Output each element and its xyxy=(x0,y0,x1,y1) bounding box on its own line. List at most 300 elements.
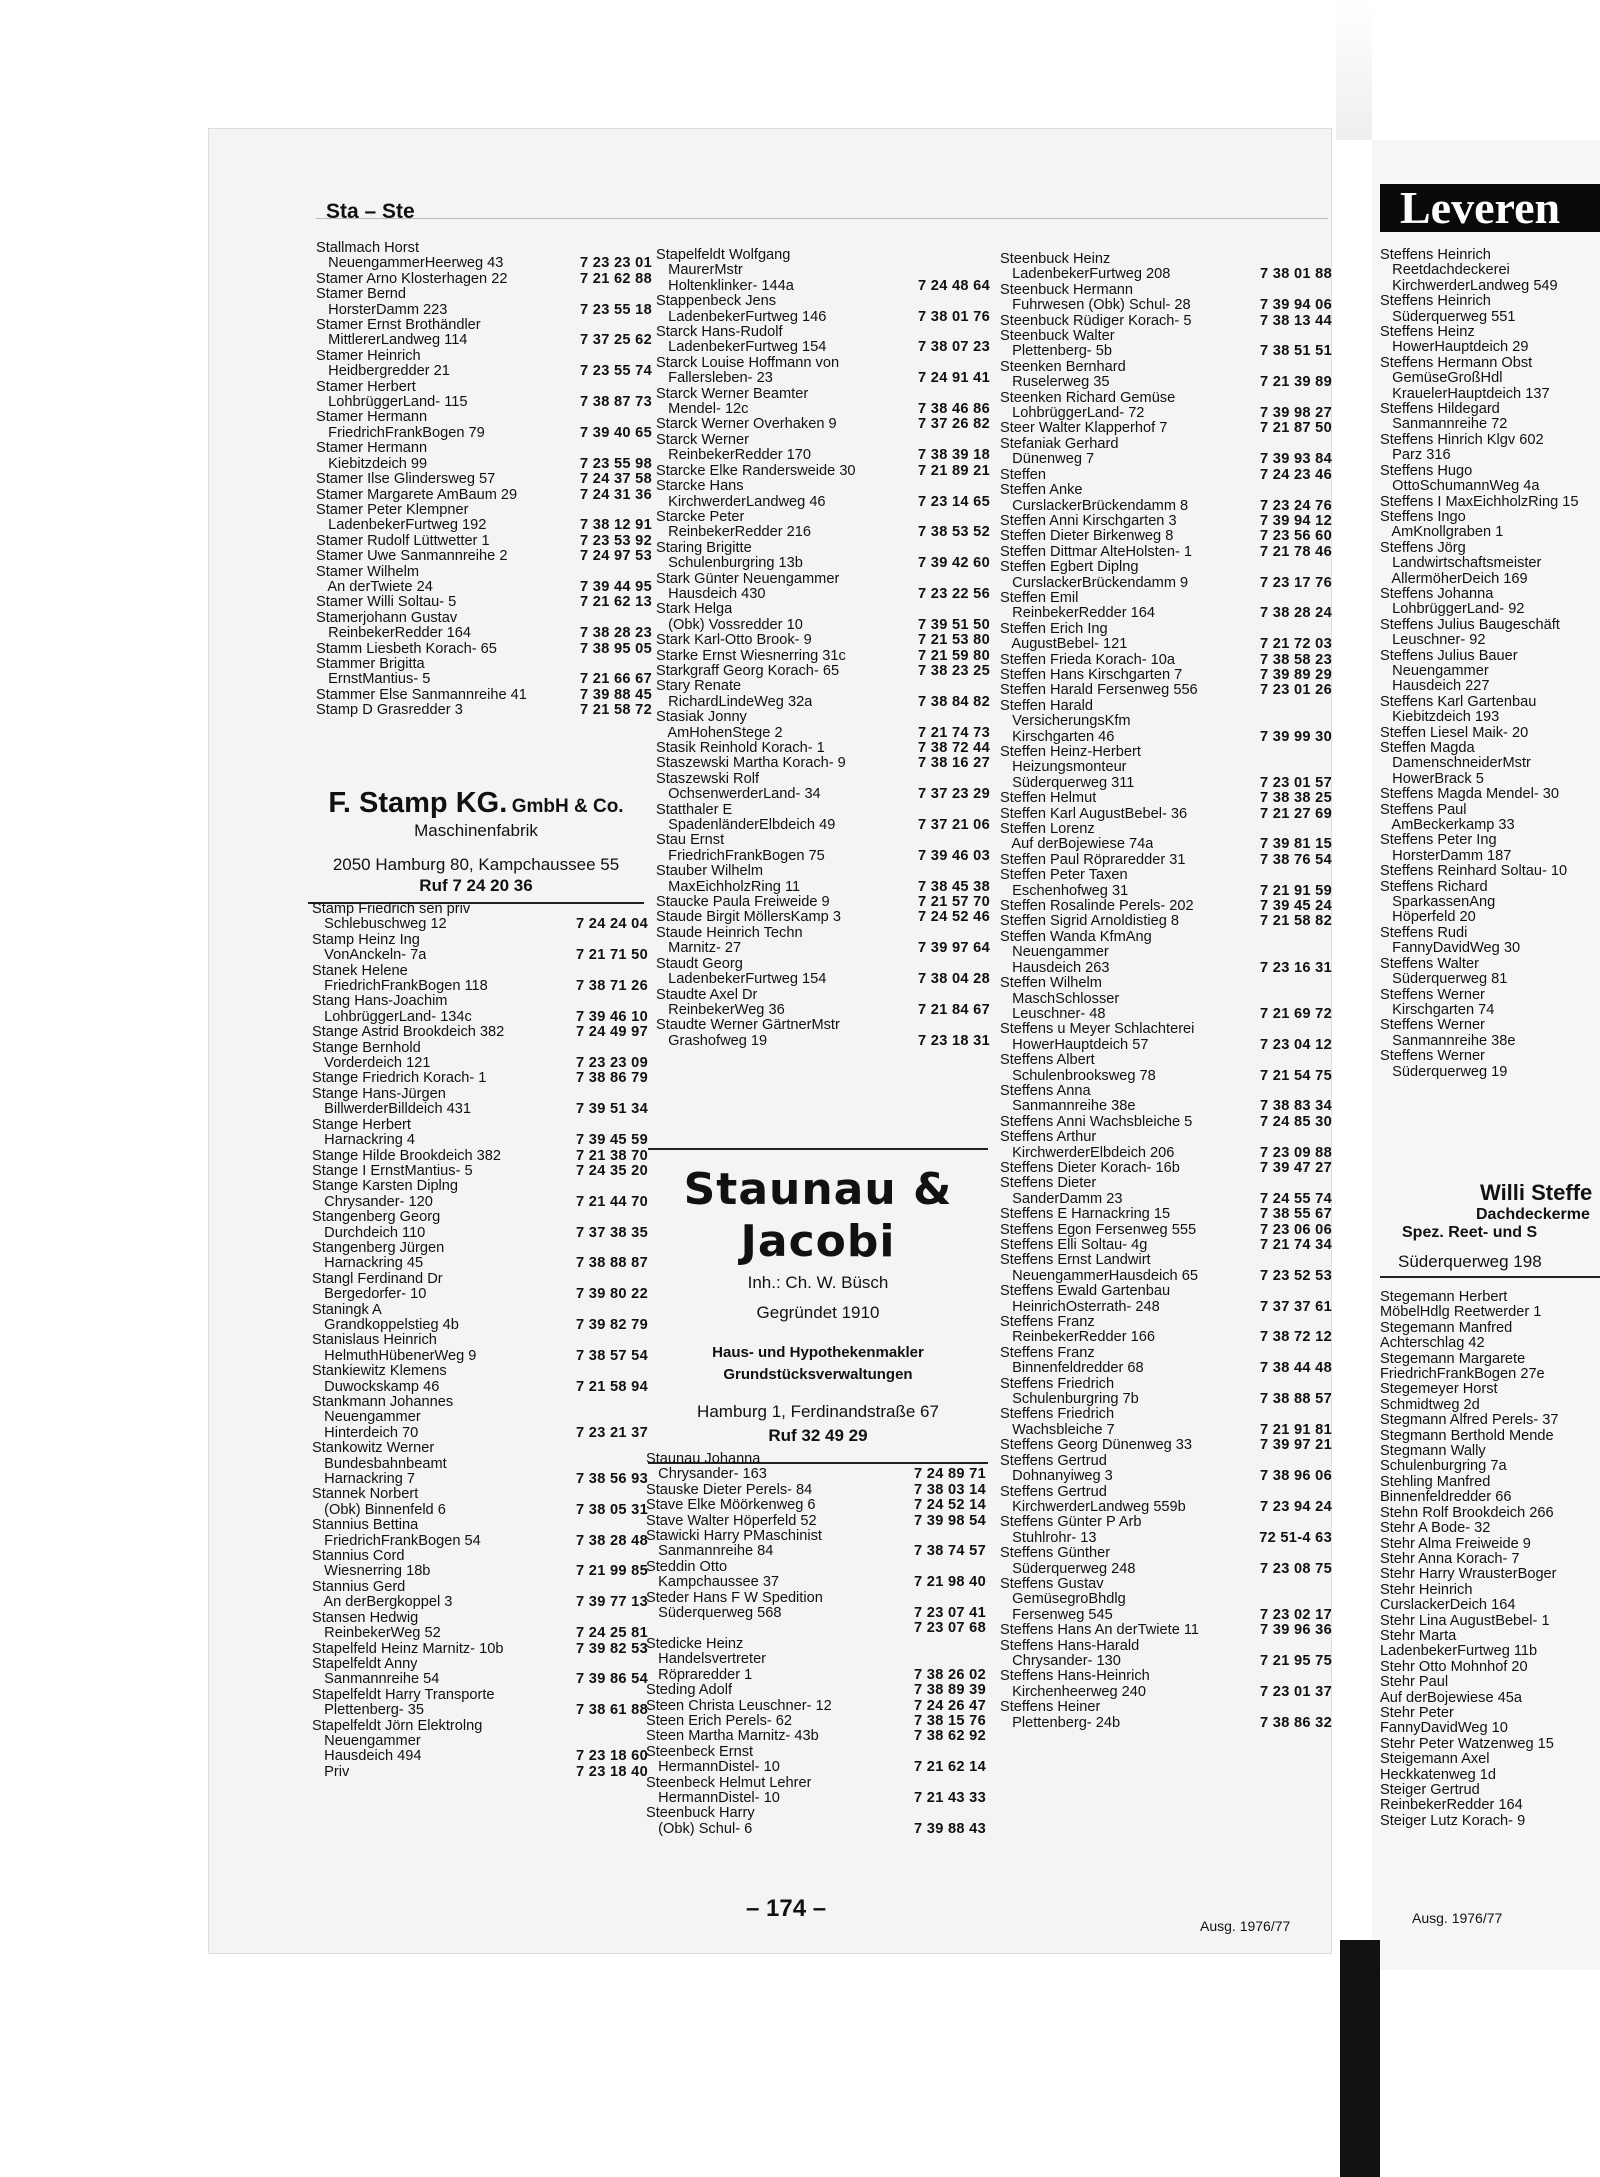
directory-entry: Steffens I MaxEichholzRing 15 xyxy=(1380,493,1579,510)
entry-name: Stamer Heinrich xyxy=(316,348,421,364)
directory-entry xyxy=(656,587,990,602)
entry-phone: 7 38 72 12 xyxy=(1260,1329,1332,1346)
directory-entry xyxy=(1000,699,1332,714)
directory-entry xyxy=(312,1056,648,1071)
directory-entry xyxy=(312,1426,648,1441)
directory-entry: DamenschneiderMstr xyxy=(1380,755,1531,772)
entry-phone: 7 23 07 68 xyxy=(914,1620,986,1637)
directory-entry xyxy=(316,595,652,610)
directory-entry: Steffen Magda xyxy=(1380,740,1475,756)
entry-phone: 7 23 04 12 xyxy=(1260,1036,1332,1053)
entry-name: GemüsegroBhdlg xyxy=(1000,1592,1126,1608)
entry-phone: 7 21 54 75 xyxy=(1260,1067,1332,1084)
directory-entry: Stehr Anna Korach- 7 xyxy=(1380,1550,1520,1567)
directory-entry xyxy=(656,433,990,448)
entry-phone: 7 39 81 15 xyxy=(1260,836,1332,853)
entry-phone: 7 39 98 54 xyxy=(914,1512,986,1529)
directory-entry xyxy=(656,633,990,648)
directory-entry xyxy=(312,1241,648,1256)
directory-entry: Heckkatenweg 1d xyxy=(1380,1766,1497,1783)
directory-entry: Steffens Karl Gartenbau xyxy=(1380,693,1537,710)
directory-entry: Steffens Richard xyxy=(1380,878,1488,895)
stamp-ad-form: GmbH & Co. xyxy=(511,796,624,817)
directory-entry xyxy=(656,895,990,910)
binding-strap xyxy=(1340,1940,1380,2177)
entry-phone: 7 24 31 36 xyxy=(580,486,652,503)
entry-name: Steenbeck Helmut Lehrer xyxy=(646,1775,812,1791)
directory-entry xyxy=(1000,745,1332,760)
entry-name: Sanmannreihe 54 xyxy=(312,1672,440,1688)
entry-name: MittlererLandweg 114 xyxy=(316,333,468,349)
directory-entry xyxy=(316,534,652,549)
entry-phone: 7 21 69 72 xyxy=(1260,1005,1332,1022)
entry-phone: 7 21 74 34 xyxy=(1260,1237,1332,1253)
entry-name: ReinbekerWeg 52 xyxy=(312,1626,441,1642)
entry-name: KirchwerderLandweg 46 xyxy=(656,494,826,510)
directory-entry: Stehr A Bode- 32 xyxy=(1380,1520,1491,1537)
directory-entry: SparkassenAng xyxy=(1380,894,1496,911)
stamp-ad-kind: Maschinenfabrik xyxy=(414,821,538,840)
entry-name: Steffen Helmut xyxy=(1000,791,1097,807)
entry-name: Steffen Paul Röpraredder 31 xyxy=(1000,852,1186,868)
directory-entry xyxy=(656,525,990,540)
entry-name: Steffens Friedrich xyxy=(1000,1376,1115,1392)
entry-name: Stamer Wilhelm xyxy=(316,564,419,580)
directory-entry: Steffens Heinrich xyxy=(1380,248,1491,263)
entry-name: VersicherungsKfm xyxy=(1000,714,1131,730)
directory-entry xyxy=(1000,406,1332,421)
entry-phone: 7 38 13 44 xyxy=(1260,312,1332,329)
directory-entry: Stegemann Manfred xyxy=(1380,1319,1513,1336)
entry-name: Fuhrwesen (Obk) Schul- 28 xyxy=(1000,298,1191,314)
entry-name: Steffens Elli Soltau- 4g xyxy=(1000,1238,1148,1253)
directory-entry: Stehr Peter Watzenweg 15 xyxy=(1380,1735,1554,1752)
next-page-edition-label: Ausg. 1976/77 xyxy=(1412,1910,1503,1926)
directory-entry xyxy=(1000,267,1332,282)
next-page-banner: Leveren xyxy=(1380,184,1600,232)
directory-entry: Stegmann Wally xyxy=(1380,1443,1486,1460)
directory-entry xyxy=(316,241,652,256)
entry-name: ReinbekerRedder 216 xyxy=(656,525,811,541)
entry-phone: 7 23 18 31 xyxy=(918,1032,990,1049)
stamp-ad-phone: Ruf 7 24 20 36 xyxy=(419,876,533,895)
directory-entry xyxy=(1000,961,1332,976)
directory-entry xyxy=(646,1467,986,1482)
entry-phone: 7 24 91 41 xyxy=(918,370,990,387)
directory-entry xyxy=(646,1652,986,1667)
directory-entry xyxy=(646,1529,986,1544)
entry-name: Dünenweg 7 xyxy=(1000,452,1095,468)
entry-phone: 7 24 55 74 xyxy=(1260,1190,1332,1207)
entry-name: Steffens Dieter Korach- 16b xyxy=(1000,1160,1180,1176)
entry-name: Stallmach Horst xyxy=(316,241,419,256)
directory-entry xyxy=(656,387,990,402)
directory-entry xyxy=(656,649,990,664)
directory-entry xyxy=(312,1719,648,1734)
directory-entry xyxy=(1000,914,1332,929)
entry-name: Steffen Erich Ing xyxy=(1000,621,1108,637)
entry-name: Stamm Liesbeth Korach- 65 xyxy=(316,641,497,657)
entry-name: Stark Karl-Otto Brook- 9 xyxy=(656,633,812,649)
entry-name: Stamer Bernd xyxy=(316,287,407,303)
directory-entry xyxy=(1000,837,1332,852)
directory-entry xyxy=(1000,1423,1332,1438)
directory-entry xyxy=(312,1149,648,1164)
entry-phone: 7 24 37 58 xyxy=(580,471,652,488)
entry-name: Stary Renate xyxy=(656,679,742,695)
page-number: – 174 – xyxy=(746,1895,827,1922)
directory-entry xyxy=(1000,437,1332,452)
entry-name: Handelsvertreter xyxy=(646,1652,767,1668)
directory-entry xyxy=(312,1071,648,1086)
ws-ad-line2: Spez. Reet- und S xyxy=(1402,1224,1538,1241)
entry-phone: 7 24 89 71 xyxy=(914,1466,986,1483)
entry-name: Stannius Cord xyxy=(312,1549,405,1565)
entry-name: Staude Heinrich Techn xyxy=(656,925,803,941)
directory-entry xyxy=(312,1133,648,1148)
directory-entry xyxy=(1000,1192,1332,1207)
entry-name: Duwockskamp 46 xyxy=(312,1379,440,1395)
directory-entry xyxy=(312,1734,648,1749)
entry-name: Steffens Hans-Heinrich xyxy=(1000,1669,1150,1685)
column-2-continued xyxy=(646,1452,986,1837)
entry-phone: 7 23 02 17 xyxy=(1260,1606,1332,1623)
entry-name: Steffens u Meyer Schlachterei xyxy=(1000,1022,1195,1038)
book-spine-edge xyxy=(1336,0,1372,140)
directory-entry xyxy=(312,1503,648,1518)
entry-phone: 7 21 84 67 xyxy=(918,1001,990,1018)
entry-phone: 7 23 52 53 xyxy=(1260,1267,1332,1284)
directory-entry xyxy=(312,1534,648,1549)
directory-entry xyxy=(1000,375,1332,390)
entry-name: Steffen Karl AugustBebel- 36 xyxy=(1000,806,1188,822)
entry-name: Stannius Gerd xyxy=(312,1579,406,1595)
directory-entry xyxy=(1000,499,1332,514)
entry-name: Steffen Egbert Diplng xyxy=(1000,560,1139,576)
directory-entry xyxy=(1000,1500,1332,1515)
directory-entry xyxy=(312,917,648,932)
column-1 xyxy=(316,241,652,719)
directory-entry xyxy=(656,726,990,741)
stamp-ad-name: F. Stamp KG. xyxy=(328,787,508,819)
entry-name: Röpraredder 1 xyxy=(646,1667,753,1683)
entry-name: Stankowitz Werner xyxy=(312,1441,435,1457)
entry-name: Neuengammer xyxy=(312,1733,421,1749)
entry-name: Steffens Egon Fersenweg 555 xyxy=(1000,1222,1197,1238)
directory-entry: Höperfeld 20 xyxy=(1380,909,1476,926)
entry-phone: 7 24 49 97 xyxy=(576,1024,648,1041)
entry-name: Stasik Reinhold Korach- 1 xyxy=(656,741,825,756)
entry-name: Stamp D Grasredder 3 xyxy=(316,703,463,719)
directory-entry xyxy=(1000,529,1332,544)
entry-name: ReinbekerRedder 164 xyxy=(1000,606,1155,622)
directory-entry: Stegemann Margarete xyxy=(1380,1350,1526,1367)
directory-entry xyxy=(656,833,990,848)
directory-entry xyxy=(312,1195,648,1210)
entry-name: Stasiak Jonny xyxy=(656,710,747,726)
entry-name: Steffens Günther xyxy=(1000,1546,1111,1562)
directory-entry xyxy=(646,1683,986,1698)
entry-name: AugustBebel- 121 xyxy=(1000,637,1128,653)
entry-phone: 7 37 25 62 xyxy=(580,332,652,349)
entry-name: Stange Karsten Diplng xyxy=(312,1179,459,1195)
directory-entry xyxy=(312,1333,648,1348)
directory-entry: HowerBrack 5 xyxy=(1380,770,1484,787)
entry-name: HermannDistel- 10 xyxy=(646,1790,780,1806)
entry-phone: 7 39 42 60 xyxy=(918,555,990,572)
directory-entry xyxy=(656,1003,990,1018)
directory-entry xyxy=(312,948,648,963)
directory-entry xyxy=(1000,791,1332,806)
directory-entry: Steffens Heinz xyxy=(1380,324,1475,341)
directory-entry xyxy=(316,318,652,333)
entry-name: Steffens Franz xyxy=(1000,1345,1095,1361)
entry-name: FriedrichFrankBogen 118 xyxy=(312,979,488,995)
entry-name: VonAnckeln- 7a xyxy=(312,948,427,964)
entry-phone: 7 21 58 72 xyxy=(580,702,652,719)
directory-entry xyxy=(316,657,652,672)
directory-entry xyxy=(316,272,652,287)
directory-entry: Süderquerweg 551 xyxy=(1380,308,1516,325)
directory-entry: OttoSchumannWeg 4a xyxy=(1380,478,1540,495)
entry-name: Plettenberg- 24b xyxy=(1000,1715,1121,1731)
entry-name: Hausdeich 494 xyxy=(312,1749,422,1765)
directory-entry: Stegemann Herbert xyxy=(1380,1290,1508,1305)
directory-entry: Süderquerweg 19 xyxy=(1380,1063,1508,1080)
directory-entry xyxy=(646,1544,986,1559)
entry-phone: 7 21 87 50 xyxy=(1260,420,1332,437)
entry-phone: 7 39 96 36 xyxy=(1260,1622,1332,1639)
directory-entry xyxy=(312,1102,648,1117)
entry-phone: 7 39 45 24 xyxy=(1260,898,1332,915)
entry-phone: 7 21 62 88 xyxy=(580,270,652,287)
entry-phone: 7 21 99 85 xyxy=(576,1563,648,1580)
directory-entry xyxy=(1000,360,1332,375)
entry-phone: 7 38 61 88 xyxy=(576,1702,648,1719)
directory-entry xyxy=(312,964,648,979)
entry-name: KirchwerderLandweg 559b xyxy=(1000,1499,1186,1515)
entry-phone: 7 23 23 01 xyxy=(580,255,652,272)
directory-entry xyxy=(646,1668,986,1683)
entry-name: Sanmannreihe 38e xyxy=(1000,1099,1136,1115)
entry-name: Auf derBojewiese 74a xyxy=(1000,837,1154,853)
directory-entry xyxy=(312,994,648,1009)
entry-name: Stauber Wilhelm xyxy=(656,864,764,880)
directory-entry xyxy=(656,988,990,1003)
entry-phone: 7 21 66 67 xyxy=(580,671,652,688)
entry-name: Stannius Bettina xyxy=(312,1518,419,1534)
ws-ad-name: Willi Steffe xyxy=(1480,1180,1593,1205)
directory-entry xyxy=(312,1287,648,1302)
directory-entry: Stehr Alma Freiweide 9 xyxy=(1380,1535,1531,1552)
entry-name: Stau Ernst xyxy=(656,833,725,849)
directory-entry: GemüseGroßHdl xyxy=(1380,370,1503,387)
ws-ad-line1: Dachdeckerme xyxy=(1476,1206,1590,1223)
directory-entry xyxy=(1000,391,1332,406)
directory-entry: Steffens Hinrich Klgv 602 xyxy=(1380,431,1544,448)
directory-entry xyxy=(1000,776,1332,791)
entry-phone: 7 23 55 18 xyxy=(580,301,652,318)
entry-name: Steffens Hans-Harald xyxy=(1000,1638,1140,1654)
directory-entry: HowerHauptdeich 29 xyxy=(1380,339,1529,356)
directory-entry xyxy=(646,1514,986,1529)
directory-entry xyxy=(646,1699,986,1714)
directory-entry xyxy=(656,510,990,525)
directory-entry xyxy=(316,457,652,472)
directory-entry xyxy=(312,1642,648,1657)
directory-entry: Steffens Julius Baugeschäft xyxy=(1380,616,1560,633)
directory-entry xyxy=(646,1714,986,1729)
stamp-kg-advertisement xyxy=(308,786,644,904)
directory-entry: Steffen Liesel Maik- 20 xyxy=(1380,724,1529,741)
entry-name: Stankmann Johannes xyxy=(312,1395,454,1410)
directory-entry: KrauelerHauptdeich 137 xyxy=(1380,385,1550,402)
directory-entry xyxy=(316,642,652,657)
entry-name: Stave Walter Höperfeld 52 xyxy=(646,1513,817,1529)
directory-entry xyxy=(656,864,990,879)
entry-name: LohbrüggerLand- 72 xyxy=(1000,406,1145,422)
directory-entry xyxy=(1000,1438,1332,1453)
entry-name: Steffen Emil xyxy=(1000,590,1079,606)
entry-phone: 7 39 93 84 xyxy=(1260,451,1332,468)
directory-entry: Parz 316 xyxy=(1380,447,1451,464)
directory-entry xyxy=(646,1806,986,1821)
directory-entry xyxy=(1000,1346,1332,1361)
directory-entry xyxy=(1000,1130,1332,1145)
entry-name: Stamer Willi Soltau- 5 xyxy=(316,595,457,611)
directory-entry xyxy=(656,849,990,864)
directory-entry: Steffens Magda Mendel- 30 xyxy=(1380,786,1560,803)
entry-name: Stange Hilde Brookdeich 382 xyxy=(312,1148,502,1164)
directory-entry xyxy=(656,279,990,294)
entry-name: Steffen Wilhelm xyxy=(1000,976,1102,992)
entry-name: (Obk) Vossredder 10 xyxy=(656,617,803,633)
entry-phone: 7 38 88 87 xyxy=(576,1255,648,1272)
directory-entry: AllermöherDeich 169 xyxy=(1380,570,1528,587)
entry-name: Wiesnerring 18b xyxy=(312,1564,431,1580)
directory-entry xyxy=(646,1745,986,1760)
entry-name: Stansen Hedwig xyxy=(312,1610,419,1626)
entry-name: Stannek Norbert xyxy=(312,1487,419,1503)
directory-entry xyxy=(316,410,652,425)
entry-phone: 7 23 21 37 xyxy=(576,1424,648,1441)
entry-phone: 7 38 55 67 xyxy=(1260,1206,1332,1223)
column-1-continued xyxy=(312,902,648,1780)
entry-name: BillwerderBilldeich 431 xyxy=(312,1102,471,1118)
entry-name: Stange I ErnstMantius- 5 xyxy=(312,1163,473,1179)
entry-phone: 7 23 16 31 xyxy=(1260,959,1332,976)
directory-entry xyxy=(312,1025,648,1040)
directory-entry xyxy=(316,303,652,318)
directory-entry: Sanmannreihe 38e xyxy=(1380,1032,1516,1049)
entry-name: Bundesbahnbeamt xyxy=(312,1456,447,1472)
entry-phone: 7 38 07 23 xyxy=(918,339,990,356)
directory-entry xyxy=(1000,1608,1332,1623)
directory-entry: Stehr Peter xyxy=(1380,1704,1454,1721)
entry-name: Stang Hans-Joachim xyxy=(312,994,448,1010)
directory-entry xyxy=(656,926,990,941)
directory-entry xyxy=(1000,1284,1332,1299)
entry-name: Leuschner- 48 xyxy=(1000,1006,1106,1022)
directory-entry xyxy=(1000,1207,1332,1222)
directory-entry xyxy=(1000,1361,1332,1376)
directory-entry xyxy=(646,1483,986,1498)
directory-entry xyxy=(646,1822,986,1837)
entry-name: Dohnanyiweg 3 xyxy=(1000,1469,1113,1485)
entry-phone: 7 21 95 75 xyxy=(1260,1652,1332,1669)
directory-entry: Stehr Paul xyxy=(1380,1674,1449,1691)
entry-name: Steddin Otto xyxy=(646,1559,728,1575)
entry-name: LadenbekerFurtweg 208 xyxy=(1000,267,1171,283)
directory-entry xyxy=(312,1303,648,1318)
entry-phone: 7 39 82 53 xyxy=(576,1640,648,1657)
entry-name: Starck Louise Hoffmann von xyxy=(656,355,840,371)
entry-phone: 7 21 72 03 xyxy=(1260,636,1332,653)
entry-phone: 7 38 86 79 xyxy=(576,1070,648,1087)
entry-name: LohbrüggerLand- 115 xyxy=(316,395,468,411)
entry-name: Steffens Gertrud xyxy=(1000,1484,1107,1500)
entry-name: Harnackring 4 xyxy=(312,1133,416,1149)
directory-entry xyxy=(656,695,990,710)
directory-entry xyxy=(316,256,652,271)
directory-entry xyxy=(646,1776,986,1791)
entry-phone: 7 38 04 28 xyxy=(918,971,990,988)
entry-phone: 7 24 97 53 xyxy=(580,548,652,565)
directory-entry xyxy=(312,1226,648,1241)
directory-entry xyxy=(1000,1223,1332,1238)
entry-phone: 7 38 87 73 xyxy=(580,394,652,411)
entry-name: Stammer Else Sanmannreihe 41 xyxy=(316,687,527,703)
entry-name: Kirschgarten 46 xyxy=(1000,729,1115,745)
directory-entry xyxy=(646,1606,986,1621)
directory-entry xyxy=(1000,760,1332,775)
entry-phone: 7 39 97 64 xyxy=(918,940,990,957)
entry-phone: 7 38 38 25 xyxy=(1260,790,1332,807)
entry-phone: 7 37 21 06 xyxy=(918,817,990,834)
directory-entry xyxy=(1000,1069,1332,1084)
entry-name: Steffen xyxy=(1000,467,1046,483)
willi-steffens-advertisement xyxy=(1380,1180,1600,1278)
directory-entry: FannyDavidWeg 30 xyxy=(1380,940,1521,957)
entry-name: Priv xyxy=(312,1764,350,1780)
entry-name: Steenbuck Rüdiger Korach- 5 xyxy=(1000,313,1192,329)
entry-name: Stuhlrohr- 13 xyxy=(1000,1530,1097,1546)
directory-entry xyxy=(1000,1485,1332,1500)
directory-entry xyxy=(1000,945,1332,960)
directory-entry xyxy=(316,688,652,703)
directory-entry xyxy=(312,1010,648,1025)
entry-name: (Obk) Binnenfeld 6 xyxy=(312,1502,446,1518)
directory-entry xyxy=(656,248,990,263)
entry-name: Steffens Ernst Landwirt xyxy=(1000,1253,1151,1269)
entry-phone: 7 38 15 76 xyxy=(914,1712,986,1729)
entry-name: Hausdeich 263 xyxy=(1000,960,1110,976)
directory-entry: Leuschner- 92 xyxy=(1380,632,1486,649)
entry-name: MaxEichholzRing 11 xyxy=(656,879,801,895)
directory-entry xyxy=(656,340,990,355)
directory-entry xyxy=(312,1087,648,1102)
entry-name: NeuengammerHausdeich 65 xyxy=(1000,1268,1198,1284)
entry-phone: 7 37 37 61 xyxy=(1260,1298,1332,1315)
entry-phone: 7 38 71 26 xyxy=(576,978,648,995)
directory-entry xyxy=(1000,1161,1332,1176)
entry-phone: 7 39 97 21 xyxy=(1260,1437,1332,1454)
entry-phone: 7 21 71 50 xyxy=(576,947,648,964)
directory-entry xyxy=(656,556,990,571)
entry-name: SpadenländerElbdeich 49 xyxy=(656,818,836,834)
entry-name: Neuengammer xyxy=(1000,945,1109,961)
directory-entry xyxy=(316,626,652,641)
